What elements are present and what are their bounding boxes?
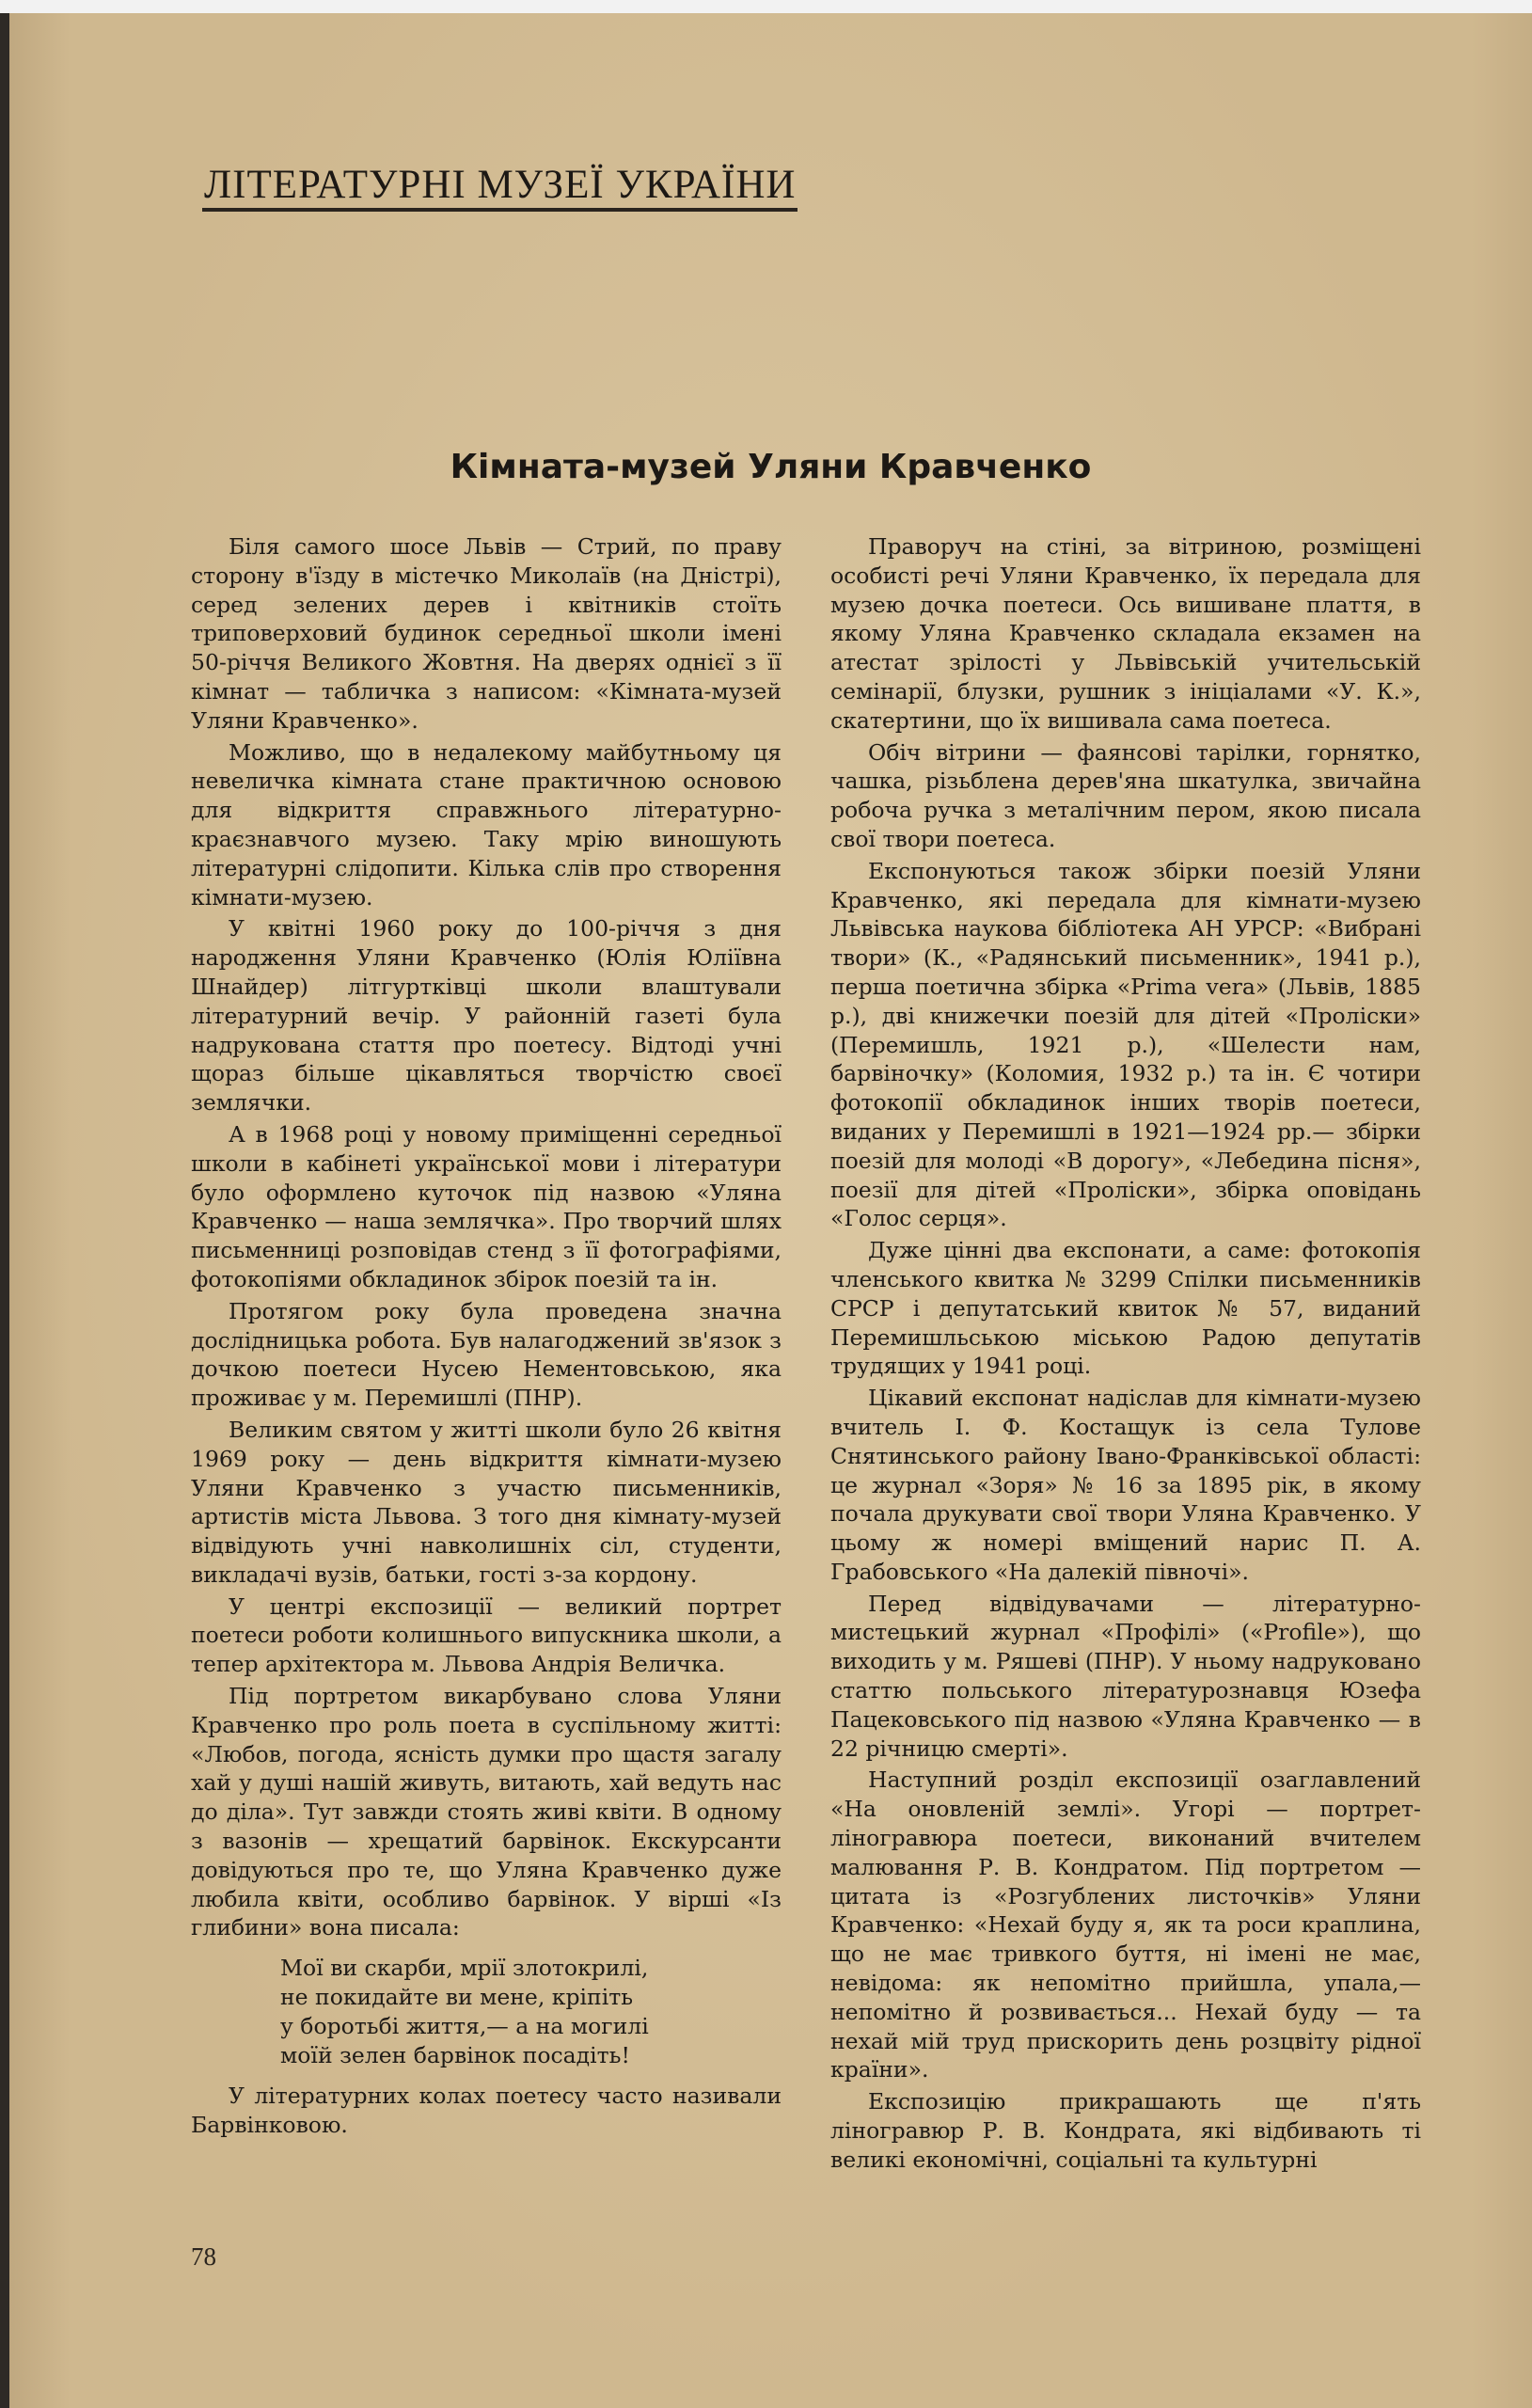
article-title: Кімната-музей Уляни Кравченко (450, 448, 1092, 486)
page-number: 78 (191, 2242, 216, 2271)
poem-line: не покидайте ви мене, кріпіть (280, 1984, 634, 2011)
poem-quote (280, 1954, 782, 2070)
paragraph: Наступний розділ експозиції озаглавлений «На оновленій землі». Угорі — портрет-ліногравюра поетеси, виконаний вчителем малювання Р. В. Кондратом. Під портретом — цитата із «Розгублених листочків» Уляни Кравченко: «Нехай буду я, як та роси краплина, що не має тривкого буття, ні імені не має, невідома: як непомітно прийшла, упала,— непомітно й розвивається... Нехай буду — та нехай мій труд прискорить день розцвіту рідної країни». (830, 1766, 1421, 2083)
paragraph: У літературних колах поетесу часто називали Барвінковою. (191, 2083, 782, 2139)
paragraph: Цікавий експонат надіслав для кімнати-музею вчитель І. Ф. Костащук із села Тулове Снятинського району Івано-Франківської області: це журнал «Зоря» № 16 за 1895 рік, в якому почала друкувати свої твори Уляна Кравченко. У цьому ж номері вміщений нарис П. А. Грабовського «На далекій півночі». (830, 1385, 1421, 1585)
paragraph: Під портретом викарбувано слова Уляни Кравченко про роль поета в суспільному житті: «Любов, погода, ясність думки про щастя загалу хай у душі нашій живуть, витають, хай ведуть нас до діла». Тут завжди стоять живі квіти. В одному з вазонів — хрещатий барвінок. Екскурсанти довідуються про те, що Уляна Кравченко дуже любила квіти, особливо барвінок. У вірші «Із глибини» вона писала: (191, 1683, 782, 1941)
right-column (830, 532, 1421, 2175)
paragraph: Дуже цінні два експонати, а саме: фотокопія членського квитка № 3299 Спілки письменників СРСР і депутатський квиток № 57, виданий Перемишльською міською Радою депутатів трудящих у 1941 році. (830, 1237, 1421, 1380)
paragraph: Біля самого шосе Львів — Стрий, по праву сторону в'їзду в містечко Миколаїв (на Дністрі), серед зелених дерев і квітників стоїть триповерховий будинок середньої школи імені 50-річчя Великого Жовтня. На дверях однієї з її кімнат — табличка з написом: «Кімната-музей Уляни Кравченко». (191, 533, 782, 734)
paragraph: Можливо, що в недалекому майбутньому ця невеличка кімната стане практичною основою для відкриття справжнього літературно-краєзнавчого музею. Таку мрію виношують літературні слідопити. Кілька слів про створення кімнати-музею. (191, 738, 782, 911)
paragraph: Протягом року була проведена значна дослідницька робота. Був налагоджений зв'язок з дочкою поетеси Нусею Нементовською, яка проживає у м. Перемишлі (ПНР). (191, 1297, 782, 1412)
poem-line: у боротьбі життя,— а на могилі (280, 2013, 649, 2040)
paragraph: У квітні 1960 року до 100-річчя з дня народження Уляни Кравченко (Юлія Юліївна Шнайдер) літгуртківці школи влаштували літературний вечір. У районній газеті була надрукована стаття про поетесу. Відтоді учні щораз більше цікавляться творчістю своєї землячки. (191, 915, 782, 1117)
left-column (191, 532, 782, 2140)
paragraph: Обіч вітрини — фаянсові тарілки, горнятко, чашка, різьблена дерев'яна шкатулка, звичайна робоча ручка з металічним пером, якою писала свої твори поетеса. (830, 738, 1421, 852)
paragraph: Перед відвідувачами — літературно-мистецький журнал «Профілі» («Profile»), що виходить у м. Ряшеві (ПНР). У ньому надруковано статтю польського літературознавця Юзефа Пацековського під назвою «Уляна Кравченко — в 22 річницю смерті». (830, 1590, 1421, 1762)
book-page (9, 13, 1532, 2408)
scan-border-top (0, 0, 1532, 13)
paragraph: Великим святом у житті школи було 26 квітня 1969 року — день відкриття кімнати-музею Уляни Кравченко з участю письменників, артистів міста Львова. З того дня кімнату-музей відвідують учні навколишніх сіл, студенти, викладачі вузів, батьки, гості з-за кордону. (191, 1416, 782, 1588)
paragraph: Експонуються також збірки поезій Уляни Кравченко, які передала для кімнати-музею Львівська наукова бібліотека АН УРСР: «Вибрані твори» (К., «Радянський письменник», 1941 р.), перша поетична збірка «Prima vera» (Львів, 1885 р.), дві книжечки поезій для дітей «Проліски» (Перемишль, 1921 р.), «Шелести нам, барвіночку» (Коломия, 1932 р.) та ін. Є чотири фотокопії обкладинок інших творів поетеси, виданих у Перемишлі в 1921—1924 рр.— збірки поезій для молоді «В дорогу», «Лебедина пісня», поезії для дітей «Проліски», збірка оповідань «Голос серця». (830, 857, 1421, 1232)
section-header: ЛІТЕРАТУРНІ МУЗЕЇ УКРАЇНИ (202, 164, 798, 212)
paragraph: А в 1968 році у новому приміщенні середньої школи в кабінеті української мови і літератури було оформлено куточок під назвою «Уляна Кравченко — наша землячка». Про творчий шлях письменниці розповідав стенд з її фотографіями, фотокопіями обкладинок збірок поезій та ін. (191, 1120, 782, 1292)
poem-line: моїй зелен барвінок посадіть! (280, 2042, 630, 2069)
paragraph: Праворуч на стіні, за вітриною, розміщені особисті речі Уляни Кравченко, їх передала для музею дочка поетеси. Ось вишиване плаття, в якому Уляна Кравченко складала екзамен на атестат зрілості у Львівській учительській семінарії, блузки, рушник з ініціалами «У. К.», скатертини, що їх вишивала сама поетеса. (830, 533, 1421, 734)
paragraph: У центрі експозиції — великий портрет поетеси роботи колишнього випускника школи, а тепер архітектора м. Львова Андрія Величка. (191, 1592, 782, 1678)
scan-border-left (0, 13, 9, 2408)
paragraph: Експозицію прикрашають ще п'ять ліногравюр Р. В. Кондрата, які відбивають ті великі економічні, соціальні та культурні (830, 2088, 1421, 2173)
poem-line: Мої ви скарби, мрії злотокрилі, (280, 1955, 649, 1982)
